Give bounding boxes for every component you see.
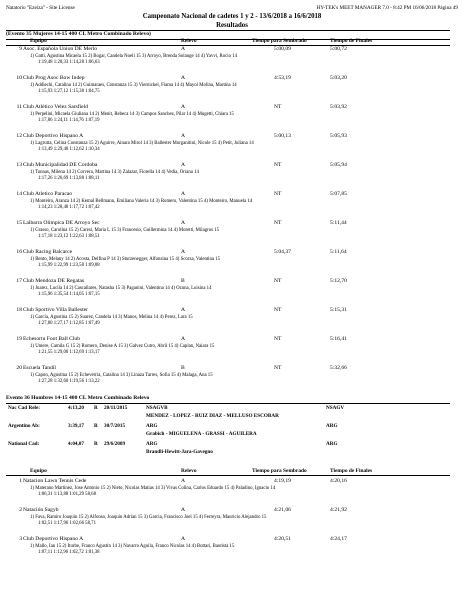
final-time: 5:16,41 bbox=[330, 336, 347, 342]
relay-letter: A bbox=[181, 104, 186, 110]
team-name: Club Racing Balcarce bbox=[23, 249, 73, 255]
record-date: 30/7/2015 bbox=[104, 423, 126, 429]
seed-time: NT bbox=[274, 365, 282, 371]
swimmer-list: 1) Juarez, Lucila 14 2) Cascallares, Natasha 15 3) Paganini, Valentina 14 4) Ozuna, Luisina 14 bbox=[30, 286, 212, 291]
split-times: 1:17,86 1:24,11 1:14,76 1:07,19 bbox=[38, 118, 100, 123]
swimmer-list: 1) Bento, Melany 14 2) Acosta, Delfina P 14 3) Sturzenegger, Alfonsina 15 4) Scorza, Valentina 15 bbox=[30, 257, 221, 262]
final-time: 5:07,85 bbox=[330, 191, 347, 197]
place-number: 10 bbox=[16, 75, 22, 81]
team-name: Club Prog Asoc Bow Indep bbox=[23, 75, 85, 81]
swimmer-list: 1) Fava, Ramiro Joaquin 15 2) Alfonso, Joaquin Adrian 15 3) Garcia, Francisco Joel 15 4) Ferreyra, Mauricio Alejandro 15 bbox=[30, 515, 267, 520]
split-times: 1:19,48 1:20,33 1:14,28 1:06,63 bbox=[38, 60, 100, 65]
record-team-right: ARG bbox=[326, 441, 338, 447]
result-row bbox=[0, 507, 464, 527]
split-times: 1:07,11 1:12,96 1:02,72 1:01,38 bbox=[38, 550, 100, 555]
record-time: 3:39,17 bbox=[68, 423, 84, 429]
final-time: 5:00,72 bbox=[330, 46, 347, 52]
final-time: 4:21,92 bbox=[330, 507, 347, 513]
swimmer-list: 1) Lagrutta, Celina Constanza 15 2) Aguirre, Ainara Mirol 14 3) Ballester Morganitini, Nicole 15 4) Petit, Juliana 14 bbox=[30, 141, 254, 146]
team-name: Club Municipalidad DE Cordoba bbox=[23, 162, 98, 168]
seed-time: 4:19,19 bbox=[274, 478, 291, 484]
split-times: 1:17,26 1:26,69 1:13,88 1:08,11 bbox=[38, 176, 100, 181]
place-number: 1 bbox=[19, 478, 22, 484]
place-number: 2 bbox=[19, 507, 22, 513]
record-swimmer-names: Brandli-Hewitt-Jara-Gavegno bbox=[146, 449, 213, 455]
swimmer-list: 1) Umere, Camila G 15 2) Romero, Denise A 15 3) Galvez Cutro, Abril 15 4) Caplan, Naiara 15 bbox=[30, 344, 215, 349]
relay-letter: A bbox=[181, 336, 186, 342]
relay-letter: B bbox=[181, 365, 185, 371]
col-header-relay: Relevo bbox=[181, 38, 197, 44]
final-time: 4:24,17 bbox=[330, 536, 347, 542]
page-title: Campeonato Nacional de cadetes 1 y 2 - 13/6/2018 a 16/6/2018 bbox=[142, 13, 322, 20]
record-code: R bbox=[94, 441, 98, 447]
place-number: 12 bbox=[16, 133, 22, 139]
final-time: 5:12,70 bbox=[330, 278, 347, 284]
seed-time: NT bbox=[274, 307, 282, 313]
record-time: 4:04,07 bbox=[68, 441, 84, 447]
result-row bbox=[0, 220, 464, 240]
place-number: 11 bbox=[16, 104, 22, 110]
relay-letter: A bbox=[181, 307, 186, 313]
split-times: 1:15,99 1:22,99 1:23,58 1:09,08 bbox=[38, 263, 100, 268]
event-36-title: Evento 36 Hombres 14-15 400 CL Metro Combinado Relevo bbox=[6, 395, 150, 401]
swimmer-list: 1) Addiechi, Catalina 14 2) Guimaraes, Constanza 15 3) Viernickel, Fiama 14 4) Mayol Molina, Martina 14 bbox=[30, 83, 237, 88]
swimmer-list: 1) Tonnas, Milena 14 2) Corvera, Martina 14 3) Zalazar, Fiorella 14 4) Vedia, Oriana 14 bbox=[30, 170, 199, 175]
relay-letter: A bbox=[181, 507, 186, 513]
place-number: 3 bbox=[19, 536, 22, 542]
result-row bbox=[0, 478, 464, 498]
team-name: Escuela Tandil bbox=[23, 365, 56, 371]
seed-time: 4:20,51 bbox=[274, 536, 291, 542]
seed-time: NT bbox=[274, 220, 282, 226]
relay-letter: A bbox=[181, 191, 186, 197]
result-row bbox=[0, 162, 464, 182]
swimmer-list: 1) Perpelini, Micaela Giuliana 14 2) Menit, Rebeca 14 3) Campos Sanchez, Pilar 14 4) Mugetti, Chiara 15 bbox=[30, 112, 234, 117]
seed-time: 5:00,09 bbox=[274, 46, 291, 52]
final-time: 4:20,16 bbox=[330, 478, 347, 484]
col-header-final: Tiempo de Finales bbox=[330, 38, 373, 44]
meet-manager-info: HY-TEK's MEET MANAGER 7.0 - 8:42 PM 16/06/2018 Página 49 bbox=[316, 5, 458, 11]
final-time: 5:11,64 bbox=[330, 249, 347, 255]
record-label: Argentino Ab: bbox=[8, 423, 40, 429]
seed-time: NT bbox=[274, 191, 282, 197]
result-row bbox=[0, 536, 464, 556]
relay-letter: A bbox=[181, 46, 186, 52]
header-rule-36 bbox=[6, 475, 450, 476]
seed-time: NT bbox=[274, 278, 282, 284]
site-license-label: Natatorio "Ezeiza" - Site License bbox=[6, 5, 75, 11]
seed-time: 5:00,13 bbox=[274, 133, 291, 139]
record-date: 20/11/2015 bbox=[104, 405, 128, 411]
result-row bbox=[0, 191, 464, 211]
place-number: 14 bbox=[16, 191, 22, 197]
final-time: 5:03,20 bbox=[330, 75, 347, 81]
relay-letter: A bbox=[181, 220, 186, 226]
split-times: 1:02,51 1:17,96 1:02,66 58,71 bbox=[38, 521, 96, 526]
event-35-title-bar bbox=[6, 30, 450, 40]
record-swimmer-names: MENDEZ - LOPEZ - RUIZ DIAZ - MELLUSO ESCOBAR bbox=[146, 413, 279, 419]
final-time: 5:11,44 bbox=[330, 220, 347, 226]
swimmer-list: 1) Garcia, Agustina 15 2) Suarez, Candela 14 3) Manos, Melina 14 4) Perez, Lara 15 bbox=[30, 315, 193, 320]
result-row bbox=[0, 75, 464, 95]
team-name: Asoc. Española Union DE Merlo bbox=[23, 46, 98, 52]
place-number: 15 bbox=[16, 220, 22, 226]
final-time: 5:05,94 bbox=[330, 162, 347, 168]
seed-time: NT bbox=[274, 162, 282, 168]
record-label: National Cad: bbox=[8, 441, 40, 447]
seed-time: 4:53,19 bbox=[274, 75, 291, 81]
record-team: ARG bbox=[146, 441, 158, 447]
relay-letter: A bbox=[181, 249, 186, 255]
seed-time: 4:21,06 bbox=[274, 507, 291, 513]
col-header-team-36: Equipo bbox=[30, 468, 47, 474]
record-team-right: ARG bbox=[326, 423, 338, 429]
final-time: 5:05,93 bbox=[330, 133, 347, 139]
relay-letter: A bbox=[181, 133, 186, 139]
seed-time: 5:04,37 bbox=[274, 249, 291, 255]
split-times: 1:21,55 1:29,00 1:12,69 1:13,17 bbox=[38, 350, 100, 355]
relay-letter: A bbox=[181, 162, 186, 168]
result-row bbox=[0, 365, 464, 385]
relay-letter: B bbox=[181, 278, 185, 284]
swimmer-list: 1) Capon, Agustina 15 2) Echeverria, Catalina 14 3) Linaza Tarres, Sofia 15 4) Malaga, Ana 15 bbox=[30, 373, 213, 378]
result-row bbox=[0, 104, 464, 124]
place-number: 19 bbox=[16, 336, 22, 342]
record-team-right: NSAGV bbox=[326, 405, 345, 411]
record-date: 29/6/2009 bbox=[104, 441, 126, 447]
col-header-seed-36: Tiempo para Sembrado bbox=[252, 468, 307, 474]
split-times: 1:13,49 1:29,48 1:12,62 1:10,34 bbox=[38, 147, 100, 152]
split-times: 1:14,23 1:28,48 1:17,72 1:07,42 bbox=[38, 205, 100, 210]
split-times: 1:15,93 1:27,12 1:15,38 1:04,75 bbox=[38, 89, 100, 94]
split-times: 1:27,28 1:32,60 1:19,56 1:13,22 bbox=[38, 379, 100, 384]
final-time: 5:32,66 bbox=[330, 365, 347, 371]
team-name: Natación Sagyb bbox=[23, 507, 59, 513]
record-time: 4:13,20 bbox=[68, 405, 84, 411]
record-code: R bbox=[94, 423, 98, 429]
col-header-team: Equipo bbox=[30, 38, 47, 44]
seed-time: NT bbox=[274, 336, 282, 342]
split-times: 1:17,18 1:23,12 1:22,63 1:08,51 bbox=[38, 234, 100, 239]
team-name: Echesortu Foot Ball Club bbox=[23, 336, 81, 342]
record-swimmer-names: Grabich - MIGUELENA - GRASSI - AGUILERA bbox=[146, 431, 257, 437]
record-label: Nac Cad Rele: bbox=[8, 405, 40, 411]
split-times: 1:06,31 1:13,88 1:01,29 58,68 bbox=[38, 492, 96, 497]
team-name: Club Deportivo Hispano A bbox=[23, 536, 84, 542]
result-row bbox=[0, 278, 464, 298]
team-name: Natacion Lawn Tennis Cede bbox=[23, 478, 87, 484]
team-name: Club Deportivo Hispano A bbox=[23, 133, 84, 139]
event-35-title: (Evento 35 Mujeres 14-15 400 CL Metro Combinado Relevo) bbox=[6, 31, 151, 37]
result-row bbox=[0, 336, 464, 356]
relay-letter: A bbox=[181, 478, 186, 484]
place-number: 13 bbox=[16, 162, 22, 168]
place-number: 9 bbox=[19, 46, 22, 52]
team-name: Club Sportivo Villa Ballester bbox=[23, 307, 88, 313]
relay-letter: A bbox=[181, 75, 186, 81]
final-time: 5:15,31 bbox=[330, 307, 347, 313]
team-name: Club Atletico Paracao bbox=[23, 191, 73, 197]
swimmer-list: 1) Materano Martinez, Jose Antonio 15 2) Nieto, Nicolas Matias 14 3) Vivas Colina, Carlos Eduardo 15 4) Paladino, Ignacio 14 bbox=[30, 486, 276, 491]
swimmer-list: 1) Monteiro, Aranza 14 2) Kemal Bellmann, Emiliana Valeria 14 3) Romero, Valentina 15 4) Monteiro, Manuela 14 bbox=[30, 199, 253, 204]
swimmer-list: 1) Grasso, Carolina 15 2) Caresi, Maria L 15 3) Francesio, Guillermina 14 4) Moretti, Milagros 15 bbox=[30, 228, 219, 233]
team-name: Club Atlético Velez Sarsfield bbox=[23, 104, 88, 110]
result-row bbox=[0, 307, 464, 327]
col-header-seed: Tiempo para Sembrado bbox=[252, 38, 307, 44]
result-row bbox=[0, 46, 464, 66]
record-team: ARG bbox=[146, 423, 158, 429]
col-header-relay-36: Relevo bbox=[181, 468, 197, 474]
result-row bbox=[0, 249, 464, 269]
split-times: 1:27,80 1:27,17 1:12,85 1:07,49 bbox=[38, 321, 100, 326]
event-36-rule bbox=[6, 403, 450, 404]
final-time: 5:03,92 bbox=[330, 104, 347, 110]
col-header-final-36: Tiempo de Finales bbox=[330, 468, 373, 474]
relay-letter: A bbox=[181, 536, 186, 542]
page-subtitle: Resultados bbox=[216, 22, 248, 29]
record-code: R bbox=[94, 405, 98, 411]
place-number: 17 bbox=[16, 278, 22, 284]
swimmer-list: 1) Gatti, Agustina Micaela 15 2) Bogar, Candela Noeli 15 3) Arroyo, Brenda Solange 14 4) Yavvi, Rocio 14 bbox=[30, 54, 237, 59]
team-name: Lalbarra Olimpica DE Arroyo Sec bbox=[23, 220, 100, 226]
seed-time: NT bbox=[274, 104, 282, 110]
result-row bbox=[0, 133, 464, 153]
place-number: 18 bbox=[16, 307, 22, 313]
split-times: 1:15,96 1:35,54 1:14,05 1:07,15 bbox=[38, 292, 100, 297]
swimmer-list: 1) Mallo, Ian 15 2) Iturbe, Franco Agustin 14 3) Navarro Aguila, Franco Nicolas 14 4) Bottari, Bautista 15 bbox=[30, 544, 235, 549]
record-team: NSAGVB bbox=[146, 405, 168, 411]
team-name: Club Mendoza DE Regatas bbox=[23, 278, 85, 284]
place-number: 20 bbox=[16, 365, 22, 371]
place-number: 16 bbox=[16, 249, 22, 255]
